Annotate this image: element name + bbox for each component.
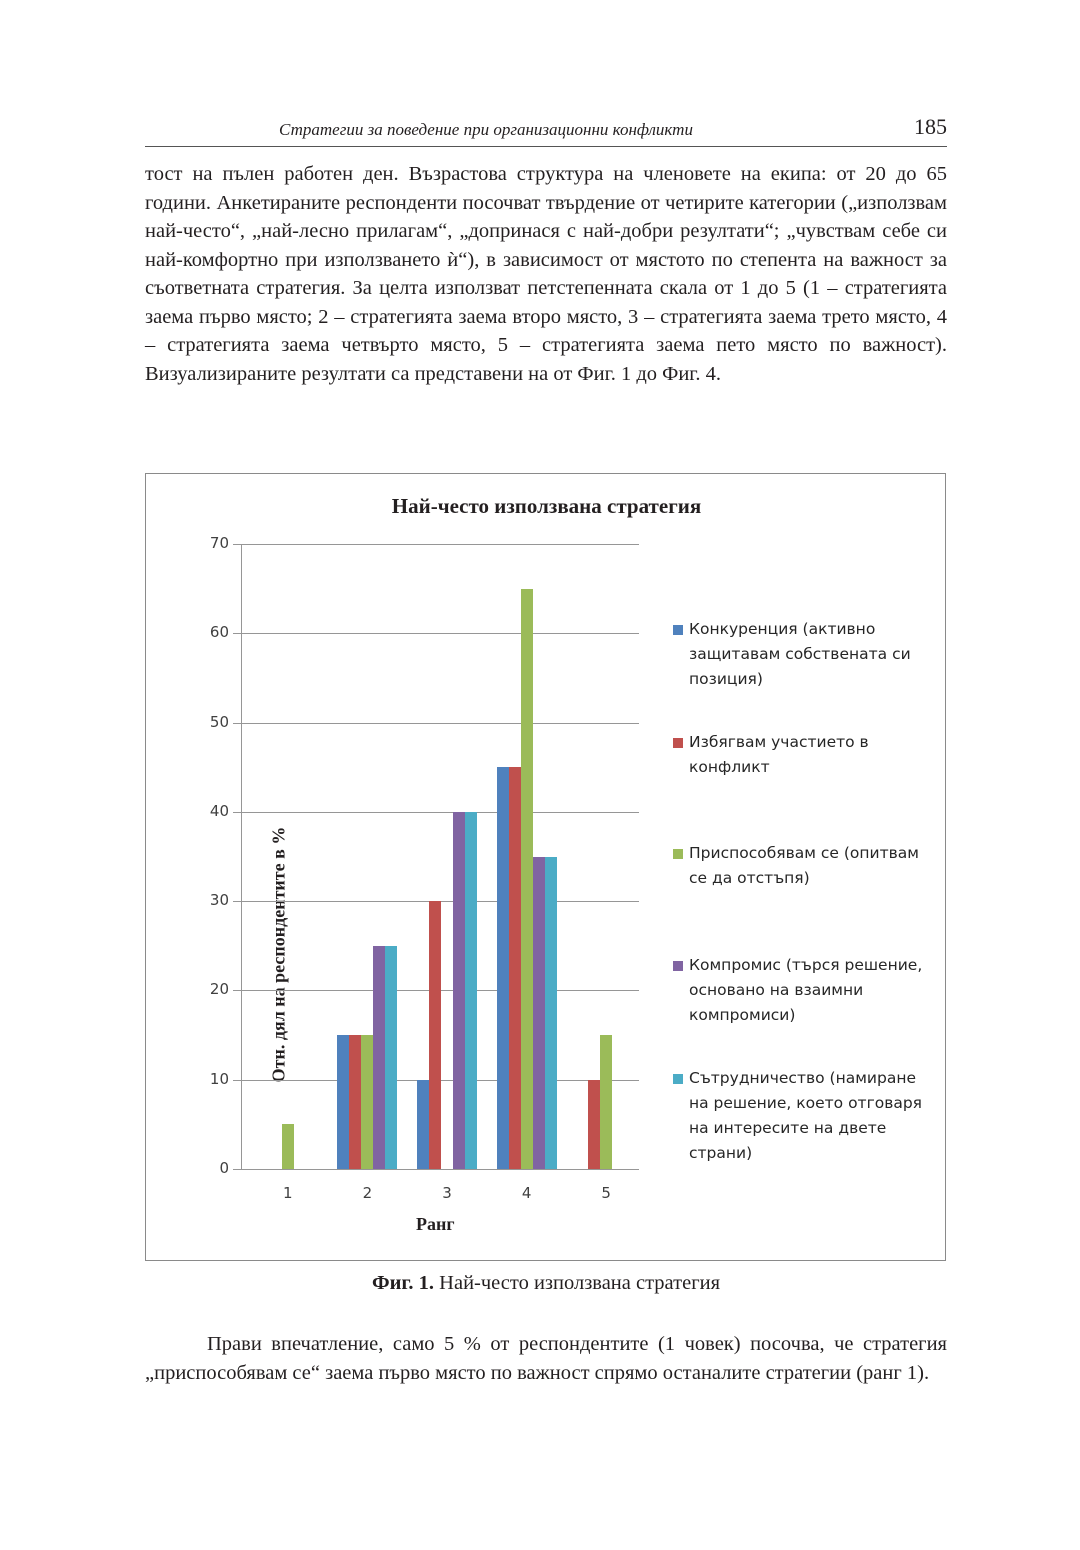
legend-label: Конкуренция (активно защитавам собствената си позиция) xyxy=(689,620,911,688)
figure-caption xyxy=(145,1272,947,1295)
plot-area xyxy=(209,534,639,1202)
legend-label: Компромис (търся решение, основано на взаимни компромиси) xyxy=(689,956,923,1024)
x-axis-label: Ранг xyxy=(416,1214,455,1234)
y-tick-label: 70 xyxy=(209,534,229,552)
body-paragraph-1: тост на пълен работен ден. Възрастова структура на членовете на екипа: от 20 до 65 години. Анкетираните респонденти посочват твърдение от четирите категории („използвам най-често“, „най-лесно прилагам“, „допринася с най-добри резултати“; „чувствам себе си най-комфортно при използването ѝ“), в зависимост от мястото по степента на важност за съответната стратегия. За целта използват петстепенната скала от 1 до 5 (1 – стратегията заема първо място; 2 – стратегията заема второ място, 3 – стратегията заема трето място, 4 – стратегията заема четвърто място, 5 – стратегията заема пето място по важност). Визуализираните резултати са представени на от Фиг. 1 до Фиг. 4. xyxy=(145,163,947,385)
bar xyxy=(337,1035,349,1169)
y-tick xyxy=(233,544,241,545)
bar xyxy=(349,1035,361,1169)
y-tick-label: 40 xyxy=(209,801,229,820)
x-tick-label: 3 xyxy=(442,1184,452,1202)
legend-swatch-icon xyxy=(673,849,683,859)
bar xyxy=(521,589,533,1169)
gridline xyxy=(241,1169,639,1170)
y-tick-label: 60 xyxy=(209,623,229,642)
y-tick xyxy=(233,990,241,991)
x-tick-label: 4 xyxy=(521,1184,532,1202)
y-tick xyxy=(233,901,241,902)
x-tick-label: 1 xyxy=(283,1184,293,1202)
caption-label: Фиг. 1. xyxy=(372,1272,435,1294)
page-number: 185 xyxy=(914,114,947,139)
bar xyxy=(282,1124,294,1169)
legend-swatch-icon xyxy=(673,738,683,748)
legend-label: Избягвам участието в конфликт xyxy=(689,733,869,776)
bar xyxy=(497,767,509,1169)
y-tick-label: 50 xyxy=(209,712,229,731)
legend-item xyxy=(673,1066,938,1166)
running-title: Стратегии за поведение при организационни конфликти xyxy=(279,120,693,139)
gridline xyxy=(241,544,639,545)
bar xyxy=(373,946,385,1169)
legend-swatch-icon xyxy=(673,961,683,971)
legend-item xyxy=(673,841,938,891)
gridline xyxy=(241,633,639,634)
body-paragraph-2: Прави впечатление, само 5 % от респондентите (1 човек) посочва, че стратегия „приспособявам се“ заема първо място по важност спрямо останалите стратегии (ранг 1). xyxy=(145,1333,947,1384)
bar xyxy=(600,1035,612,1169)
gridline xyxy=(241,812,639,813)
y-tick-label: 20 xyxy=(209,980,229,999)
y-tick xyxy=(233,633,241,634)
legend-item xyxy=(673,617,938,692)
legend-label: Приспособявам се (опитвам се да отстъпя) xyxy=(689,844,919,887)
chart-frame xyxy=(145,473,946,1261)
bar xyxy=(533,857,545,1170)
bar xyxy=(453,812,465,1169)
legend-label: Сътрудничество (намиране на решение, което отговаря на интересите на двете страни) xyxy=(689,1069,923,1162)
chart-title: Най-често използвана стратегия xyxy=(391,494,702,518)
bar xyxy=(509,767,521,1169)
bar xyxy=(417,1080,429,1169)
y-tick-label: 30 xyxy=(209,891,229,910)
y-tick-label: 10 xyxy=(209,1069,229,1088)
y-axis-label: Отн. дял на респондентите в % xyxy=(268,826,289,1083)
legend-swatch-icon xyxy=(673,625,683,635)
bar xyxy=(385,946,397,1169)
y-tick xyxy=(233,723,241,724)
y-tick xyxy=(233,1080,241,1081)
x-tick-label: 5 xyxy=(601,1184,611,1202)
legend-item xyxy=(673,730,938,780)
x-tick-label: 2 xyxy=(362,1184,373,1202)
legend-swatch-icon xyxy=(673,1074,683,1084)
y-axis-line xyxy=(241,544,242,1169)
y-tick xyxy=(233,1169,241,1170)
y-tick xyxy=(233,812,241,813)
y-tick-label: 0 xyxy=(219,1159,229,1177)
bar xyxy=(429,901,441,1169)
bar xyxy=(361,1035,373,1169)
bar xyxy=(588,1080,600,1169)
bar xyxy=(465,812,477,1169)
running-head xyxy=(145,114,947,147)
bar xyxy=(545,857,557,1170)
legend-item xyxy=(673,953,938,1028)
caption-text: Най-често използвана стратегия xyxy=(434,1272,720,1294)
gridline xyxy=(241,723,639,724)
